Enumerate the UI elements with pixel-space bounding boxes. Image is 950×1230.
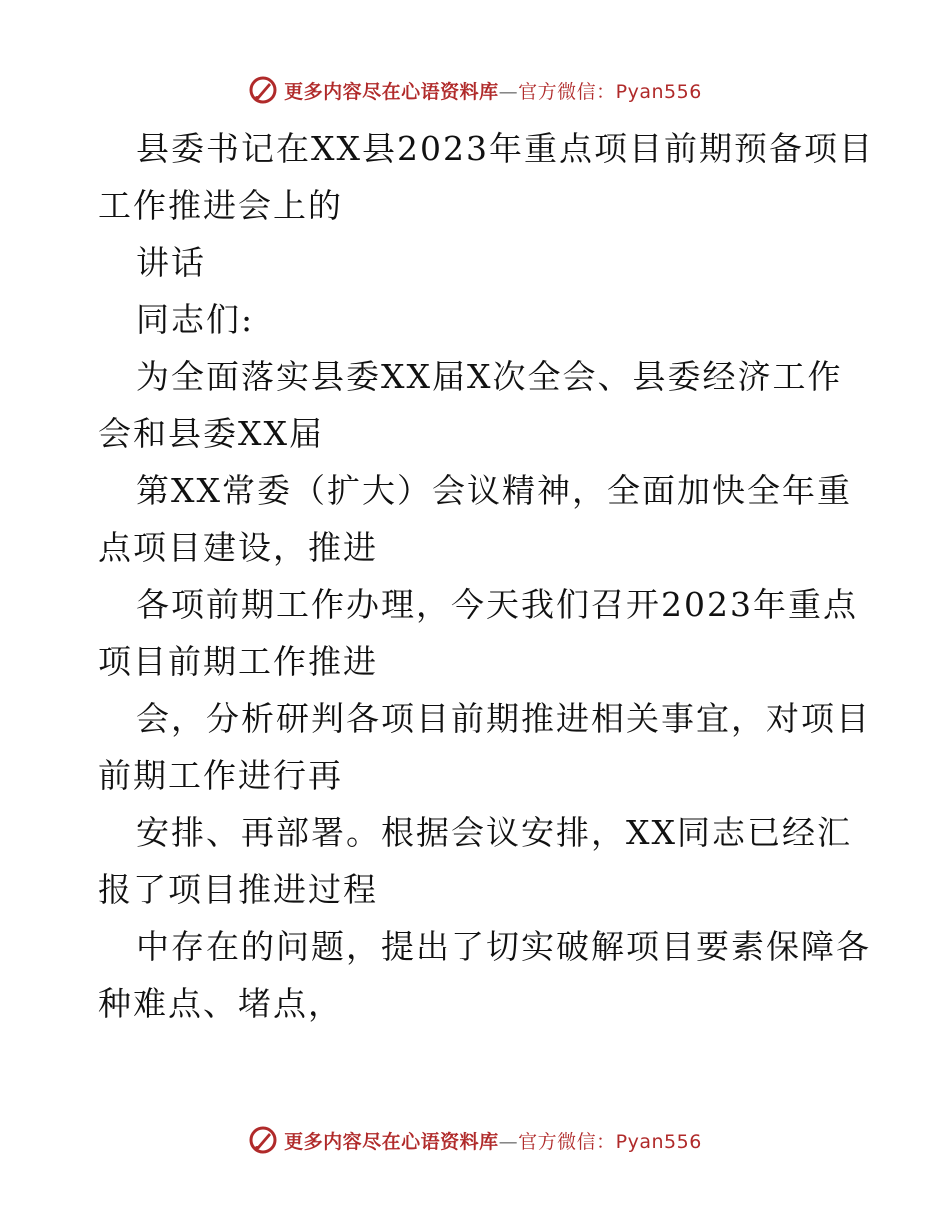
paragraph-line: 前期工作进行再 xyxy=(98,756,343,795)
paragraph-line: 第XX常委（扩大）会议精神，全面加快全年重 xyxy=(136,471,852,510)
banner-separator: — xyxy=(498,1130,519,1153)
document-body xyxy=(98,120,878,1032)
banner-title: 更多内容尽在心语资料库 xyxy=(284,80,499,103)
paragraph-line: 为全面落实县委XX届X次全会、县委经济工作 xyxy=(136,357,843,396)
banner-contact: 官方微信：Pyan556 xyxy=(518,80,702,103)
paragraph-line: 中存在的问题，提出了切实破解项目要素保障各 xyxy=(136,927,871,966)
paragraph-line: 安排、再部署。根据会议安排，XX同志已经汇 xyxy=(136,813,852,852)
brush-pen-logo-icon xyxy=(248,75,278,105)
banner-title: 更多内容尽在心语资料库 xyxy=(284,1130,499,1153)
salutation: 同志们: xyxy=(136,300,255,339)
paragraph-line: 点项目建设，推进 xyxy=(98,528,378,567)
brush-pen-logo-icon xyxy=(248,1125,278,1155)
paragraph-line: 报了项目推进过程 xyxy=(98,870,378,909)
footer-banner xyxy=(0,1120,950,1160)
paragraph-line: 项目前期工作推进 xyxy=(98,642,378,681)
paragraph-line: 各项前期工作办理，今天我们召开2023年重点 xyxy=(136,585,858,624)
doc-title-line-1: 县委书记在XX县2023年重点项目前期预备项目 xyxy=(136,129,874,168)
doc-title-line-2: 工作推进会上的 xyxy=(98,186,343,225)
banner-separator: — xyxy=(498,80,519,103)
banner-contact: 官方微信：Pyan556 xyxy=(518,1130,702,1153)
doc-title-line-3: 讲话 xyxy=(136,243,206,282)
header-banner xyxy=(0,70,950,110)
paragraph-line: 会，分析研判各项目前期推进相关事宜，对项目 xyxy=(136,699,871,738)
paragraph-line: 种难点、堵点， xyxy=(98,984,343,1023)
paragraph-line: 会和县委XX届 xyxy=(98,414,324,453)
